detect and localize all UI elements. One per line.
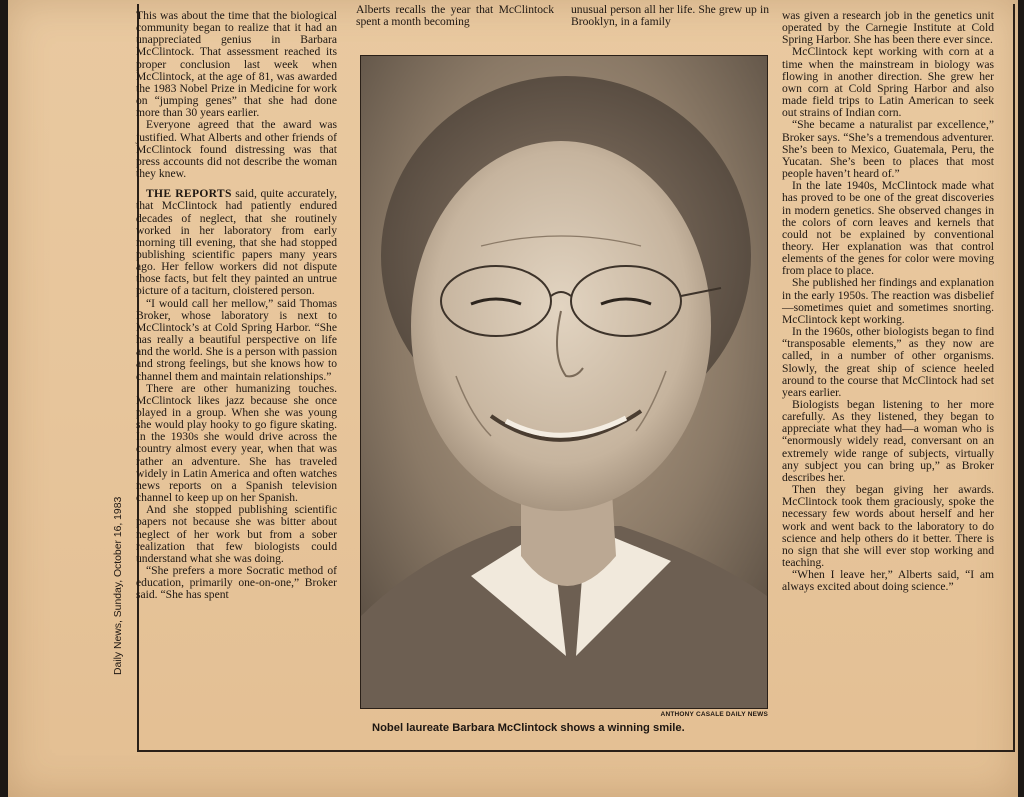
dateline: Daily News, Sunday, October 16, 1983 xyxy=(113,496,124,675)
photo-credit: ANTHONY CASALE DAILY NEWS xyxy=(660,711,768,718)
paragraph: Biologists began listening to her more carefully. As they listened, they began to appreciate what they had—a woman who is “enormously widely read, conversant on an extremely wide range of subjects, virtually any subject you can bring up,” as Broker describes her. xyxy=(782,398,994,484)
paragraph: She published her findings and explanation in the early 1950s. The reaction was disbelief—sometimes quiet and sometimes snorting. McClintock kept working. xyxy=(782,276,994,326)
column-3-fragment: unusual person all her life. She grew up in Brooklyn, in a family xyxy=(571,4,769,28)
paragraph: “When I leave her,” Alberts said, “I am always excited about doing science.” xyxy=(782,568,994,594)
paragraph: was given a research job in the genetics unit operated by the Carnegie Institute at Cold Spring Harbor. She has been there ever since. xyxy=(782,9,994,47)
column-2-fragment: Alberts recalls the year that McClintock spent a month becoming xyxy=(356,4,554,28)
paragraph: There are other humanizing touches. McClintock likes jazz because she once played in a group. When she was young she would play hooky to go figure skating. In the 1930s she would drive across the country almost every year, when that was rather an adventure. She has traveled widely in Latin America and often watches news reports on a Spanish television channel to keep up on her Spanish. xyxy=(136,381,337,505)
article-column-4 xyxy=(782,10,994,594)
photo-caption: Nobel laureate Barbara McClintock shows a winning smile. xyxy=(372,722,685,734)
lead-body: said, quite accurately, that McClintock had patiently endured decades of neglect, that she routinely worked in her laboratory from early morning till evening, that she had stopped publishing scientific papers many years ago. Her fellow workers did not dispute those facts, but felt they painted an untrue picture of a taciturn, cloistered person. xyxy=(136,187,337,298)
paragraph: “I would call her mellow,” said Thomas Broker, whose laboratory is next to McClintock’s at Cold Spring Harbor. “She has really a beautiful perspective on life and the world. She is a person with passion and strong feelings, but she knows how to channel them and maintain relationships.” xyxy=(136,296,337,383)
lead-in: THE REPORTS xyxy=(146,187,232,201)
paragraph: McClintock kept working with corn at a time when the mainstream in biology was flowing in another direction. She grew her own corn at Cold Spring Harbor and also made field trips to Latin American to seek out strains of Indian corn. xyxy=(782,45,994,120)
paragraph: In the 1960s, other biologists began to find “transposable elements,” as they now are called, in a number of other organisms. Slowly, the great ship of science heeled around to the course that McClintock had set years earlier. xyxy=(782,325,994,399)
paragraph: In the late 1940s, McClintock made what has proved to be one of the great discoveries in modern genetics. She observed changes in the colors of corn leaves and kernels that could not be explained by conventional theory. Her explanation was that control elements of the genes for color were moving from place to place. xyxy=(782,179,994,278)
portrait-photo xyxy=(360,55,768,709)
paragraph: This was about the time that the biological community began to realize that it had an unappreciated genius in Barbara McClintock. That assessment reached its proper conclusion last week when McClintock, at the age of 81, was awarded the 1983 Nobel Prize in Medicine for work on “jumping genes” that she had done more than 30 years earlier. xyxy=(136,9,337,120)
portrait-illustration xyxy=(361,56,767,708)
paragraph: Then they began giving her awards. McClintock took them graciously, spoke the necessary few words about herself and her work and went back to the laboratory to do science and help others do it better. There is no sign that she will ever stop working and teaching. xyxy=(782,483,994,570)
paragraph: “She became a naturalist par excellence,” Broker says. “She’s a tremendous adventurer. She’s been to Mexico, Guatemala, Peru, the Yucatan. She’s been to places that most people haven’t heard of.” xyxy=(782,118,994,181)
paragraph-with-lead xyxy=(136,188,337,297)
article-column-1 xyxy=(136,10,337,602)
paragraph: And she stopped publishing scientific papers not because she was bitter about neglect of her work but from a sober realization that few biologists could understand what she was doing. xyxy=(136,503,337,565)
paragraph: Everyone agreed that the award was justified. What Alberts and other friends of McClintock found distressing was that press accounts did not describe the woman they knew. xyxy=(136,118,337,181)
paragraph: “She prefers a more Socratic method of education, primarily one-on-one,” Broker said. “She has spent xyxy=(136,564,337,602)
